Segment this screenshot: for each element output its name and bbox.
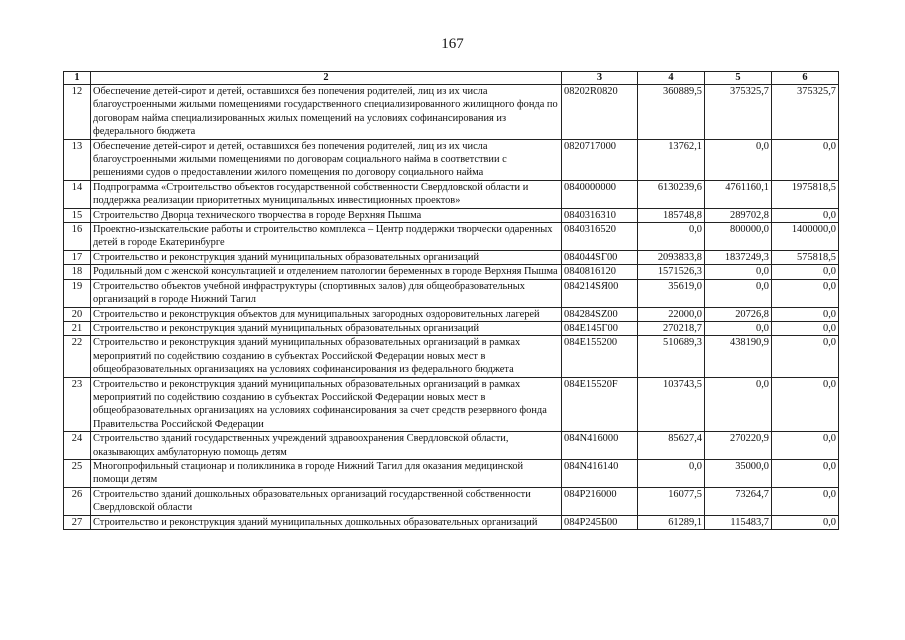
- table-row: [64, 208, 839, 222]
- row-value-year-3: 0,0: [772, 279, 839, 307]
- row-code: 0840316310: [562, 208, 638, 222]
- row-value-year-2: 0,0: [705, 265, 772, 279]
- row-value-year-3: 0,0: [772, 432, 839, 460]
- row-value-year-1: 185748,8: [638, 208, 705, 222]
- row-number: 15: [64, 208, 91, 222]
- row-name: Строительство и реконструкция зданий муниципальных дошкольных образовательных организаций: [91, 515, 562, 529]
- budget-table: [63, 71, 839, 530]
- row-value-year-1: 0,0: [638, 223, 705, 251]
- row-number: 19: [64, 279, 91, 307]
- row-name: Строительство и реконструкция зданий муниципальных образовательных организаций: [91, 250, 562, 264]
- table-row: [64, 321, 839, 335]
- row-name: Родильный дом с женской консультацией и отделением патологии беременных в городе Верхняя Пышма: [91, 265, 562, 279]
- row-name: Обеспечение детей-сирот и детей, оставшихся без попечения родителей, лиц из их числа благоустроенными жилыми помещениями по договорам социального найма в соответствии с решениями судов о предоставлении жилого помещения по договору социального найма: [91, 139, 562, 180]
- header-cell: 4: [638, 72, 705, 85]
- table-row: [64, 279, 839, 307]
- row-value-year-1: 0,0: [638, 459, 705, 487]
- row-name: Строительство и реконструкция зданий муниципальных образовательных организаций в рамках мероприятий по содействию созданию в субъектах Российской Федерации новых мест в общеобразовательных организациях на условиях софинансирования за счет средств резервного фонда Правительства Российской Федерации: [91, 377, 562, 432]
- table-row: [64, 265, 839, 279]
- table-row: [64, 459, 839, 487]
- table-row: [64, 515, 839, 529]
- row-value-year-1: 85627,4: [638, 432, 705, 460]
- row-name: Обеспечение детей-сирот и детей, оставшихся без попечения родителей, лиц из их числа благоустроенными жилыми помещениями государственного специализированного жилищного фонда по договорам найма специализированных жилых помещений на условиях софинансирования из федерального бюджета: [91, 85, 562, 140]
- table-row: [64, 432, 839, 460]
- row-value-year-2: 0,0: [705, 279, 772, 307]
- row-number: 13: [64, 139, 91, 180]
- row-value-year-3: 0,0: [772, 139, 839, 180]
- row-value-year-1: 35619,0: [638, 279, 705, 307]
- row-value-year-2: 0,0: [705, 377, 772, 432]
- row-name: Подпрограмма «Строительство объектов государственной собственности Свердловской области и поддержка реализации приоритетных муниципальных инвестиционных проектов»: [91, 180, 562, 208]
- row-value-year-1: 510689,3: [638, 336, 705, 377]
- row-name: Многопрофильный стационар и поликлиника в городе Нижний Тагил для оказания медицинской помощи детям: [91, 459, 562, 487]
- row-value-year-3: 0,0: [772, 307, 839, 321]
- row-number: 17: [64, 250, 91, 264]
- row-value-year-2: 0,0: [705, 139, 772, 180]
- row-value-year-3: 0,0: [772, 208, 839, 222]
- row-value-year-3: 0,0: [772, 265, 839, 279]
- row-number: 20: [64, 307, 91, 321]
- row-name: Строительство объектов учебной инфраструктуры (спортивных залов) для общеобразовательных организаций в городе Нижний Тагил: [91, 279, 562, 307]
- row-value-year-2: 73264,7: [705, 487, 772, 515]
- row-number: 21: [64, 321, 91, 335]
- row-code: 084E15520F: [562, 377, 638, 432]
- row-value-year-2: 35000,0: [705, 459, 772, 487]
- row-code: 0840316520: [562, 223, 638, 251]
- row-code: 084284SZ00: [562, 307, 638, 321]
- row-code: 084E155200: [562, 336, 638, 377]
- header-cell: 2: [91, 72, 562, 85]
- row-value-year-2: 4761160,1: [705, 180, 772, 208]
- row-value-year-1: 6130239,6: [638, 180, 705, 208]
- table-row: [64, 139, 839, 180]
- row-number: 22: [64, 336, 91, 377]
- row-code: 0840816120: [562, 265, 638, 279]
- table-body: [64, 85, 839, 530]
- row-value-year-1: 61289,1: [638, 515, 705, 529]
- row-number: 16: [64, 223, 91, 251]
- row-name: Строительство и реконструкция зданий муниципальных образовательных организаций в рамках мероприятий по содействию созданию в субъектах Российской Федерации новых мест в общеобразовательных организациях на условиях софинансирования из федерального бюджета: [91, 336, 562, 377]
- row-value-year-2: 375325,7: [705, 85, 772, 140]
- row-value-year-3: 0,0: [772, 377, 839, 432]
- header-cell: 6: [772, 72, 839, 85]
- table-row: [64, 336, 839, 377]
- table-row: [64, 223, 839, 251]
- row-code: 084E145Г00: [562, 321, 638, 335]
- table-row: [64, 85, 839, 140]
- row-name: Строительство и реконструкция зданий муниципальных образовательных организаций: [91, 321, 562, 335]
- row-value-year-2: 800000,0: [705, 223, 772, 251]
- row-name: Строительство и реконструкция объектов для муниципальных загородных оздоровительных лагерей: [91, 307, 562, 321]
- row-code: 0820717000: [562, 139, 638, 180]
- row-value-year-3: 1400000,0: [772, 223, 839, 251]
- row-number: 25: [64, 459, 91, 487]
- row-name: Проектно-изыскательские работы и строительство комплекса – Центр поддержки творчески одаренных детей в городе Екатеринбурге: [91, 223, 562, 251]
- row-value-year-3: 0,0: [772, 459, 839, 487]
- row-name: Строительство Дворца технического творчества в городе Верхняя Пышма: [91, 208, 562, 222]
- row-code: 08202R0820: [562, 85, 638, 140]
- row-number: 24: [64, 432, 91, 460]
- row-value-year-1: 103743,5: [638, 377, 705, 432]
- row-value-year-3: 0,0: [772, 487, 839, 515]
- row-value-year-2: 20726,8: [705, 307, 772, 321]
- row-value-year-1: 13762,1: [638, 139, 705, 180]
- table-row: [64, 250, 839, 264]
- row-number: 12: [64, 85, 91, 140]
- row-value-year-3: 575818,5: [772, 250, 839, 264]
- row-code: 0840000000: [562, 180, 638, 208]
- row-value-year-2: 115483,7: [705, 515, 772, 529]
- row-name: Строительство зданий дошкольных образовательных организаций государственной собственности Свердловской области: [91, 487, 562, 515]
- row-value-year-2: 1837249,3: [705, 250, 772, 264]
- row-value-year-2: 438190,9: [705, 336, 772, 377]
- row-value-year-2: 270220,9: [705, 432, 772, 460]
- row-code: 084P245Б00: [562, 515, 638, 529]
- row-number: 14: [64, 180, 91, 208]
- row-name: Строительство зданий государственных учреждений здравоохранения Свердловской области, оказывающих амбулаторную помощь детям: [91, 432, 562, 460]
- table-row: [64, 180, 839, 208]
- row-number: 27: [64, 515, 91, 529]
- page-number: 167: [441, 36, 464, 52]
- table-row: [64, 487, 839, 515]
- row-value-year-2: 289702,8: [705, 208, 772, 222]
- row-value-year-1: 270218,7: [638, 321, 705, 335]
- row-value-year-3: 0,0: [772, 515, 839, 529]
- row-number: 26: [64, 487, 91, 515]
- row-value-year-1: 360889,5: [638, 85, 705, 140]
- row-value-year-2: 0,0: [705, 321, 772, 335]
- row-value-year-1: 2093833,8: [638, 250, 705, 264]
- header-cell: 5: [705, 72, 772, 85]
- row-value-year-1: 1571526,3: [638, 265, 705, 279]
- row-number: 18: [64, 265, 91, 279]
- row-code: 084P216000: [562, 487, 638, 515]
- header-cell: 1: [64, 72, 91, 85]
- row-code: 084214SЯ00: [562, 279, 638, 307]
- row-value-year-3: 375325,7: [772, 85, 839, 140]
- table-row: [64, 377, 839, 432]
- row-value-year-3: 1975818,5: [772, 180, 839, 208]
- table-row: [64, 307, 839, 321]
- row-value-year-3: 0,0: [772, 321, 839, 335]
- row-number: 23: [64, 377, 91, 432]
- header-cell: 3: [562, 72, 638, 85]
- row-value-year-1: 22000,0: [638, 307, 705, 321]
- row-value-year-3: 0,0: [772, 336, 839, 377]
- header-row: [64, 72, 839, 85]
- row-code: 084N416140: [562, 459, 638, 487]
- row-value-year-1: 16077,5: [638, 487, 705, 515]
- row-code: 084N416000: [562, 432, 638, 460]
- row-code: 084044SГ00: [562, 250, 638, 264]
